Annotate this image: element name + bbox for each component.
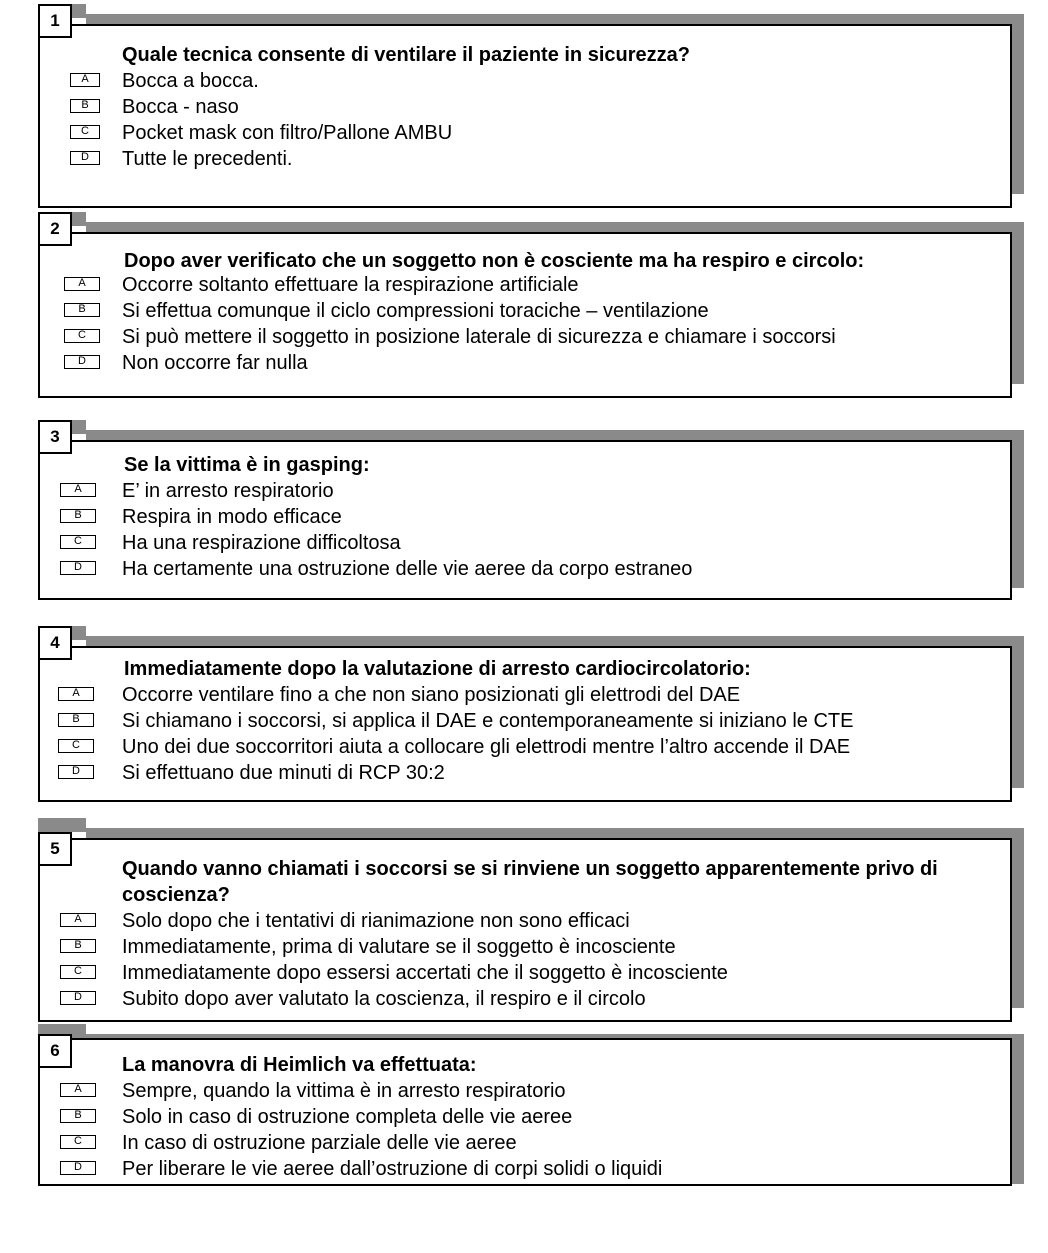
question-block-4	[38, 626, 1012, 802]
question-number: 1	[38, 4, 72, 38]
option-text: Tutte le precedenti.	[122, 148, 293, 170]
question-number: 6	[38, 1034, 72, 1068]
question-text: Quando vanno chiamati i soccorsi se si rinviene un soggetto apparentemente privo di coscienza?	[122, 858, 938, 906]
option-text: Immediatamente dopo essersi accertati che il soggetto è incosciente	[122, 962, 728, 984]
side-shadow	[1012, 828, 1024, 1008]
answer-option-d[interactable]	[38, 760, 1012, 786]
question-number: 4	[38, 626, 72, 660]
option-letter-box[interactable]: D	[60, 991, 96, 1005]
option-letter-box[interactable]: D	[60, 1161, 96, 1175]
answer-option-c[interactable]	[38, 120, 1012, 146]
option-text: Ha una respirazione difficoltosa	[122, 532, 401, 554]
answer-option-a[interactable]	[38, 68, 1012, 94]
question-block-2	[38, 212, 1012, 398]
question-text: Dopo aver verificato che un soggetto non è cosciente ma ha respiro e circolo:	[124, 250, 865, 272]
side-shadow	[1012, 430, 1024, 588]
option-text: Occorre soltanto effettuare la respirazione artificiale	[122, 274, 579, 296]
option-text: Occorre ventilare fino a che non siano posizionati gli elettrodi del DAE	[122, 684, 741, 706]
answer-option-c[interactable]	[38, 324, 1012, 350]
question-block-1	[38, 4, 1012, 208]
option-letter-box[interactable]: C	[64, 329, 100, 343]
answer-option-c[interactable]	[38, 960, 1012, 986]
answer-option-a[interactable]	[38, 1078, 1012, 1104]
option-text: Non occorre far nulla	[122, 352, 308, 374]
answer-option-d[interactable]	[38, 556, 1012, 582]
option-letter-box[interactable]: D	[70, 151, 100, 165]
question-text: Quale tecnica consente di ventilare il paziente in sicurezza?	[122, 44, 690, 66]
side-shadow	[1012, 636, 1024, 788]
option-letter-box[interactable]: B	[70, 99, 100, 113]
answer-option-b[interactable]	[38, 708, 1012, 734]
option-letter-box[interactable]: D	[58, 765, 94, 779]
answer-option-a[interactable]	[38, 908, 1012, 934]
option-letter-box[interactable]: A	[60, 483, 96, 497]
option-letter-box[interactable]: D	[60, 561, 96, 575]
option-text: Respira in modo efficace	[122, 506, 342, 528]
option-text: Bocca - naso	[122, 96, 239, 118]
tab-shadow	[38, 818, 86, 832]
answer-option-a[interactable]	[38, 682, 1012, 708]
answer-option-d[interactable]	[38, 986, 1012, 1012]
option-text: Sempre, quando la vittima è in arresto respiratorio	[122, 1080, 566, 1102]
option-text: Solo in caso di ostruzione completa delle vie aeree	[122, 1106, 573, 1128]
answer-option-d[interactable]	[38, 350, 1012, 376]
question-text: Immediatamente dopo la valutazione di arresto cardiocircolatorio:	[124, 658, 751, 680]
option-text: Si effettuano due minuti di RCP 30:2	[122, 762, 445, 784]
option-letter-box[interactable]: B	[60, 939, 96, 953]
question-text: La manovra di Heimlich va effettuata:	[122, 1054, 477, 1076]
option-letter-box[interactable]: C	[60, 1135, 96, 1149]
question-number: 2	[38, 212, 72, 246]
option-letter-box[interactable]: B	[60, 1109, 96, 1123]
option-text: E’ in arresto respiratorio	[122, 480, 334, 502]
question-block-3	[38, 420, 1012, 600]
answer-option-c[interactable]	[38, 530, 1012, 556]
answer-option-c[interactable]	[38, 734, 1012, 760]
answer-option-b[interactable]	[38, 94, 1012, 120]
answer-option-d[interactable]	[38, 146, 1012, 172]
option-text: Si può mettere il soggetto in posizione laterale di sicurezza e chiamare i soccorsi	[122, 326, 836, 348]
option-text: Si effettua comunque il ciclo compressioni toraciche – ventilazione	[122, 300, 709, 322]
option-text: Pocket mask con filtro/Pallone AMBU	[122, 122, 453, 144]
option-text: Subito dopo aver valutato la coscienza, il respiro e il circolo	[122, 988, 646, 1010]
option-letter-box[interactable]: A	[64, 277, 100, 291]
option-text: Solo dopo che i tentativi di rianimazione non sono efficaci	[122, 910, 630, 932]
option-letter-box[interactable]: C	[60, 535, 96, 549]
side-shadow	[1012, 1034, 1024, 1184]
option-letter-box[interactable]: B	[58, 713, 94, 727]
option-text: Ha certamente una ostruzione delle vie aeree da corpo estraneo	[122, 558, 693, 580]
option-text: Bocca a bocca.	[122, 70, 259, 92]
answer-option-a[interactable]	[38, 478, 1012, 504]
option-letter-box[interactable]: C	[70, 125, 100, 139]
option-letter-box[interactable]: A	[60, 1083, 96, 1097]
answer-option-c[interactable]	[38, 1130, 1012, 1156]
answer-option-b[interactable]	[38, 504, 1012, 530]
answer-option-b[interactable]	[38, 298, 1012, 324]
option-letter-box[interactable]: B	[64, 303, 100, 317]
answer-option-a[interactable]	[38, 272, 1012, 298]
question-number: 3	[38, 420, 72, 454]
question-block-6	[38, 1024, 1012, 1192]
side-shadow	[1012, 222, 1024, 384]
option-letter-box[interactable]: A	[58, 687, 94, 701]
option-letter-box[interactable]: C	[58, 739, 94, 753]
option-text: Uno dei due soccorritori aiuta a collocare gli elettrodi mentre l’altro accende il DAE	[122, 736, 851, 758]
question-block-5	[38, 818, 1012, 1022]
option-letter-box[interactable]: A	[70, 73, 100, 87]
option-text: In caso di ostruzione parziale delle vie aeree	[122, 1132, 517, 1154]
question-text: Se la vittima è in gasping:	[124, 454, 370, 476]
option-letter-box[interactable]: A	[60, 913, 96, 927]
option-text: Immediatamente, prima di valutare se il soggetto è incosciente	[122, 936, 676, 958]
option-letter-box[interactable]: C	[60, 965, 96, 979]
answer-option-d[interactable]	[38, 1156, 1012, 1182]
option-letter-box[interactable]: B	[60, 509, 96, 523]
answer-option-b[interactable]	[38, 934, 1012, 960]
question-number: 5	[38, 832, 72, 866]
side-shadow	[1012, 14, 1024, 194]
option-letter-box[interactable]: D	[64, 355, 100, 369]
answer-option-b[interactable]	[38, 1104, 1012, 1130]
option-text: Per liberare le vie aeree dall’ostruzione di corpi solidi o liquidi	[122, 1158, 663, 1180]
option-text: Si chiamano i soccorsi, si applica il DAE e contemporaneamente si iniziano le CTE	[122, 710, 854, 732]
